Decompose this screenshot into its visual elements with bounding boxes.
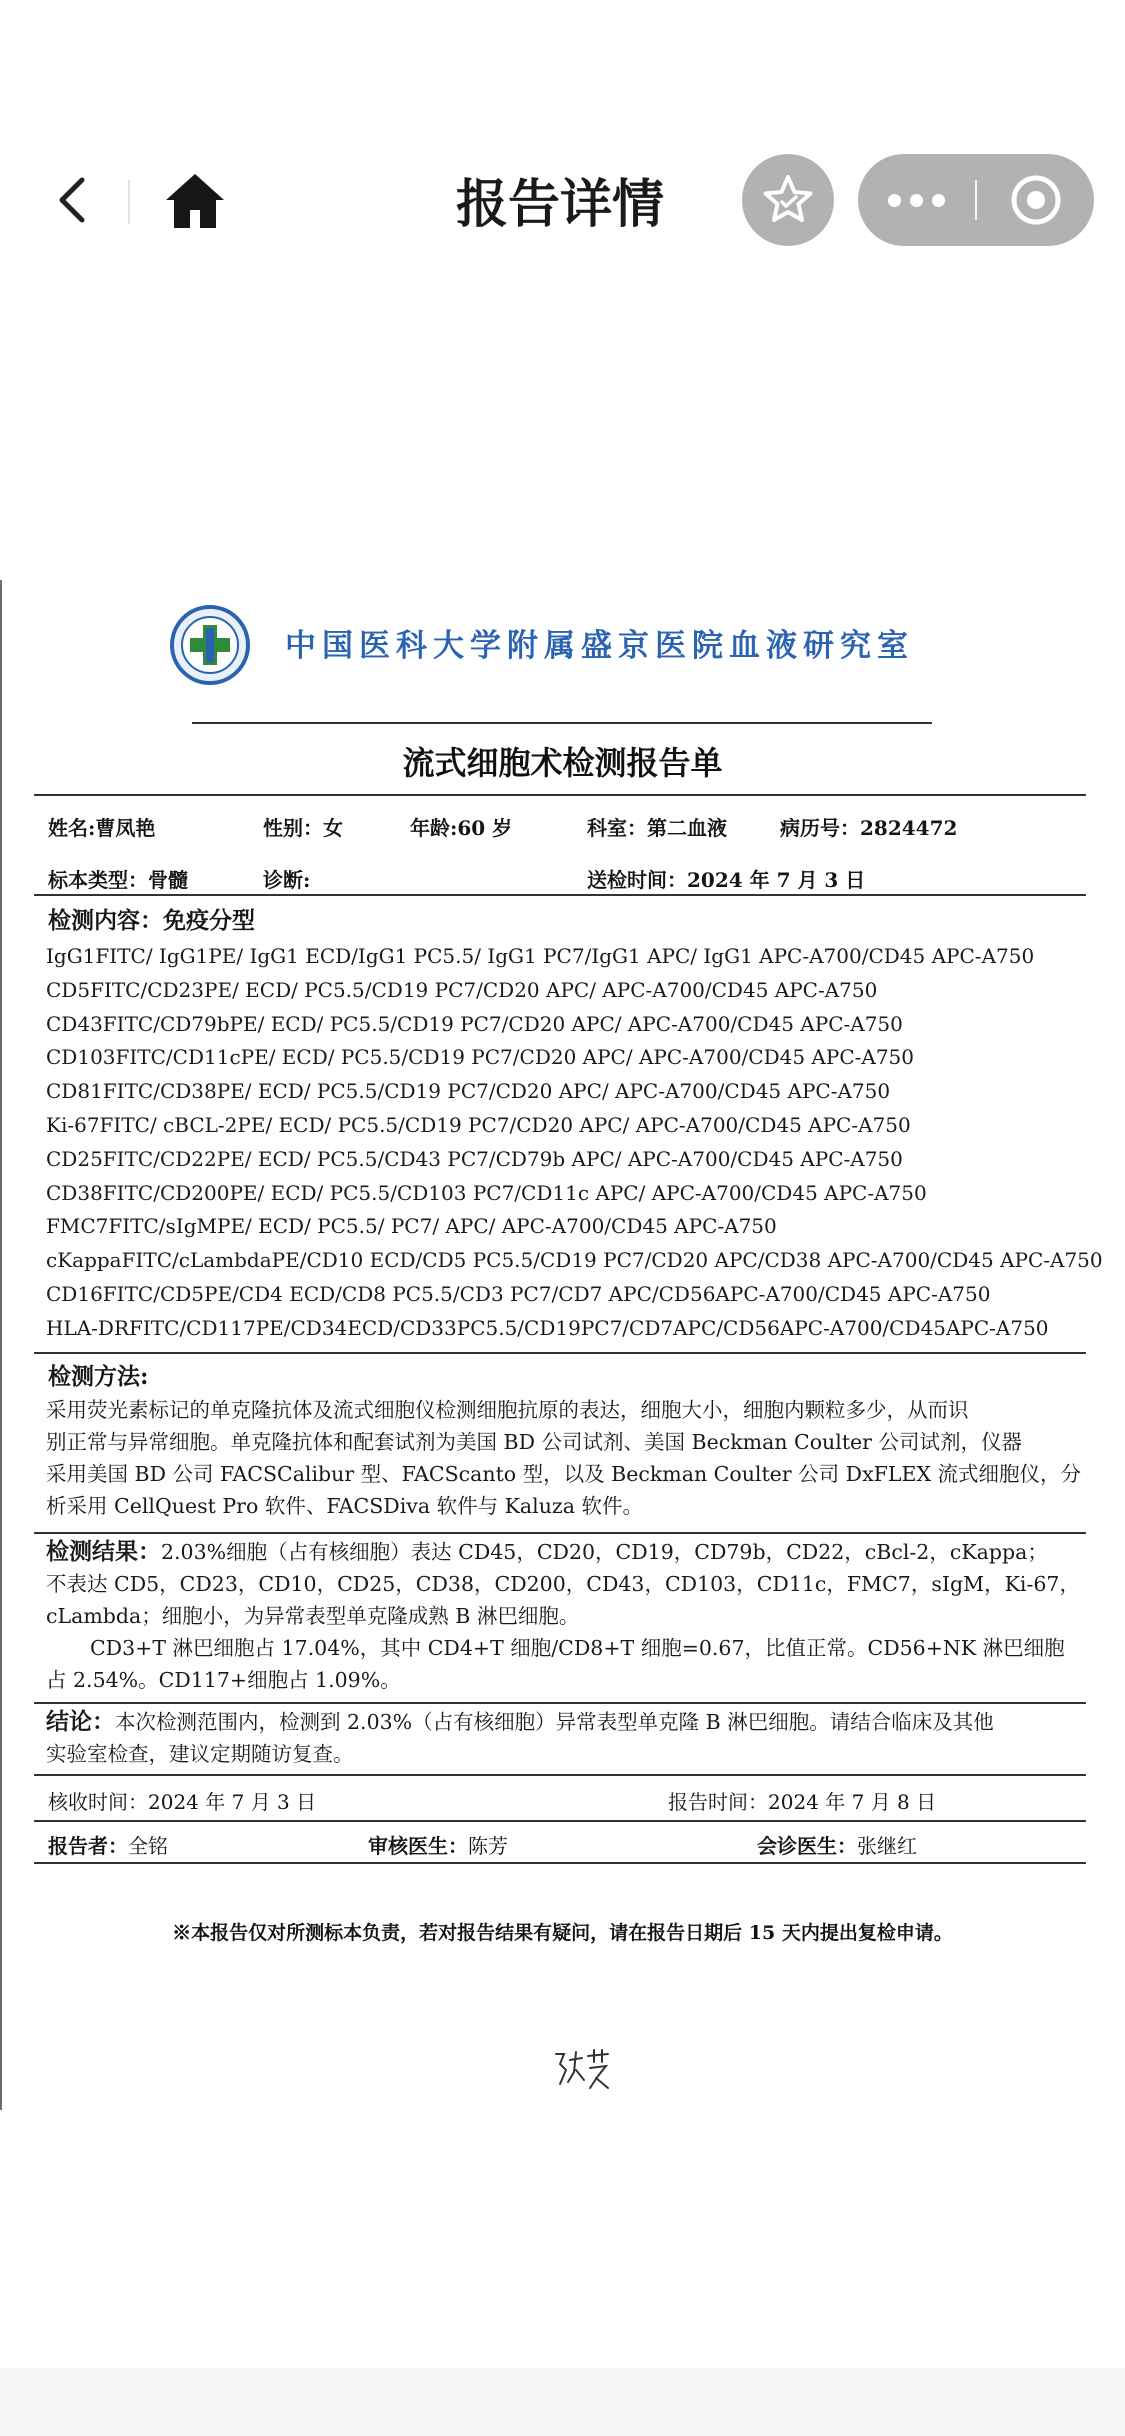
reviewer <box>368 1830 508 1859</box>
result-line: CD3+T 淋巴细胞占 17.04%，其中 CD4+T 细胞/CD8+T 细胞=0.67，比值正常。CD56+NK 淋巴细胞 <box>90 1636 1065 1660</box>
conclusion-heading: 结论： <box>46 1708 115 1735</box>
content-heading: 检测内容：免疫分型 <box>48 907 255 934</box>
menu-capsule <box>858 154 1094 246</box>
panel-line: cKappaFITC/cLambdaPE/CD10 ECD/CD5 PC5.5/CD19 PC7/CD20 APC/CD38 APC-A700/CD45 APC-A750 <box>46 1248 1103 1273</box>
favorite-button[interactable] <box>742 154 834 246</box>
target-circle-icon <box>978 154 1094 246</box>
home-button[interactable] <box>164 170 226 232</box>
more-button[interactable] <box>858 154 974 246</box>
panel-line: HLA-DRFITC/CD117PE/CD34ECD/CD33PC5.5/CD19PC7/CD7APC/CD56APC-A700/CD45APC-A750 <box>46 1315 1049 1340</box>
method-line: 析采用 CellQuest Pro 软件、FACSDiva 软件与 Kaluza 软件。 <box>46 1494 643 1518</box>
bottom-safe-area <box>0 2368 1125 2436</box>
divider <box>34 1702 1086 1704</box>
antibody-panel-list <box>46 940 1103 1346</box>
consultant <box>757 1830 917 1859</box>
reporter <box>48 1830 168 1859</box>
divider <box>34 1774 1086 1776</box>
panel-line: CD43FITC/CD79bPE/ ECD/ PC5.5/CD19 PC7/CD20 APC/ APC-A700/CD45 APC-A750 <box>46 1011 903 1036</box>
divider <box>34 1820 1086 1822</box>
scan-edge <box>0 580 2 2110</box>
star-icon <box>760 172 816 228</box>
result-line: cLambda；细胞小，为异常表型单克隆成熟 B 淋巴细胞。 <box>46 1604 580 1628</box>
conclusion-text <box>46 1706 1076 1770</box>
reviewer-label: 审核医生： <box>368 1834 468 1858</box>
method-line: 采用美国 BD 公司 FACSCalibur 型、FACScanto 型，以及 Beckman Coulter 公司 DxFLEX 流式细胞仪，分 <box>46 1462 1082 1486</box>
divider <box>34 1532 1086 1534</box>
result-line: 不表达 CD5，CD23，CD10，CD25，CD38，CD200，CD43，CD103，CD11c，FMC7，sIgM，Ki-67， <box>46 1572 1080 1596</box>
divider <box>34 1862 1086 1864</box>
patient-gender: 性别：女 <box>263 816 343 840</box>
method-line: 采用荧光素标记的单克隆抗体及流式细胞仪检测细胞抗原的表达，细胞大小，细胞内颗粒多少，从而识 <box>46 1398 969 1422</box>
back-button[interactable] <box>48 170 98 230</box>
close-miniprogram-button[interactable] <box>978 154 1094 246</box>
consultant-name: 张继红 <box>857 1834 917 1858</box>
divider <box>192 722 932 724</box>
review-time: 核收时间：2024 年 7 月 3 日 <box>48 1790 317 1814</box>
hospital-name: 中国医科大学附属盛京医院血液研究室 <box>285 628 914 664</box>
panel-line: CD5FITC/CD23PE/ ECD/ PC5.5/CD19 PC7/CD20 APC/ APC-A700/CD45 APC-A750 <box>46 977 878 1002</box>
sent-time: 送检时间：2024 年 7 月 3 日 <box>587 868 866 892</box>
hospital-logo <box>170 605 250 685</box>
result-line: 2.03%细胞（占有核细胞）表达 CD45，CD20，CD19，CD79b，CD22，cBcl-2，cKappa； <box>161 1540 1048 1564</box>
navigation-bar <box>0 0 1125 290</box>
panel-line: CD38FITC/CD200PE/ ECD/ PC5.5/CD103 PC7/CD11c APC/ APC-A700/CD45 APC-A750 <box>46 1180 927 1205</box>
method-text <box>46 1394 1082 1522</box>
nav-divider <box>128 180 130 224</box>
record-number: 病历号：2824472 <box>780 816 958 840</box>
reviewer-name: 陈芳 <box>468 1834 508 1858</box>
handwritten-signature <box>552 2048 612 2092</box>
result-text <box>46 1536 1080 1696</box>
divider <box>34 1352 1086 1354</box>
report-title: 流式细胞术检测报告单 <box>402 744 723 782</box>
capsule-divider <box>975 180 977 220</box>
panel-line: FMC7FITC/sIgMPE/ ECD/ PC5.5/ PC7/ APC/ APC-A700/CD45 APC-A750 <box>46 1214 777 1239</box>
method-line: 别正常与异常细胞。单克隆抗体和配套试剂为美国 BD 公司试剂、美国 Beckman Coulter 公司试剂，仪器 <box>46 1430 1022 1454</box>
panel-line: CD25FITC/CD22PE/ ECD/ PC5.5/CD43 PC7/CD79b APC/ APC-A700/CD45 APC-A750 <box>46 1146 903 1171</box>
page-title: 报告详情 <box>455 175 664 235</box>
home-icon <box>164 170 226 232</box>
result-heading: 检测结果： <box>46 1538 161 1565</box>
panel-line: CD103FITC/CD11cPE/ ECD/ PC5.5/CD19 PC7/CD20 APC/ APC-A700/CD45 APC-A750 <box>46 1045 914 1070</box>
patient-name: 姓名:曹凤艳 <box>48 816 156 840</box>
patient-age: 年龄:60 岁 <box>410 816 513 840</box>
consultant-label: 会诊医生： <box>757 1834 857 1858</box>
specimen-type: 标本类型：骨髓 <box>48 868 188 892</box>
reporter-label: 报告者： <box>48 1834 128 1858</box>
result-line: 占 2.54%。CD117+细胞占 1.09%。 <box>46 1668 401 1692</box>
conclusion-line: 本次检测范围内，检测到 2.03%（占有核细胞）异常表型单克隆 B 淋巴细胞。请结合临床及其他 <box>115 1710 994 1734</box>
method-heading: 检测方法: <box>48 1363 149 1390</box>
diagnosis: 诊断: <box>263 868 311 892</box>
conclusion-line: 实验室检查，建议定期随访复查。 <box>46 1742 354 1766</box>
disclaimer-notice: ※本报告仅对所测标本负责，若对报告结果有疑问，请在报告日期后 15 天内提出复检申请。 <box>172 1922 953 1944</box>
panel-line: CD81FITC/CD38PE/ ECD/ PC5.5/CD19 PC7/CD20 APC/ APC-A700/CD45 APC-A750 <box>46 1079 891 1104</box>
department: 科室：第二血液 <box>587 816 727 840</box>
chevron-left-icon <box>48 170 98 230</box>
panel-line: Ki-67FITC/ cBCL-2PE/ ECD/ PC5.5/CD19 PC7/CD20 APC/ APC-A700/CD45 APC-A750 <box>46 1112 911 1137</box>
divider <box>34 894 1086 896</box>
panel-line: CD16FITC/CD5PE/CD4 ECD/CD8 PC5.5/CD3 PC7/CD7 APC/CD56APC-A700/CD45 APC-A750 <box>46 1281 991 1306</box>
panel-line: IgG1FITC/ IgG1PE/ IgG1 ECD/IgG1 PC5.5/ IgG1 PC7/IgG1 APC/ IgG1 APC-A700/CD45 APC-A750 <box>46 944 1035 968</box>
divider <box>34 794 1086 796</box>
report-document <box>0 580 1125 2110</box>
report-time: 报告时间：2024 年 7 月 8 日 <box>668 1790 937 1814</box>
reporter-name: 全铭 <box>128 1834 168 1858</box>
